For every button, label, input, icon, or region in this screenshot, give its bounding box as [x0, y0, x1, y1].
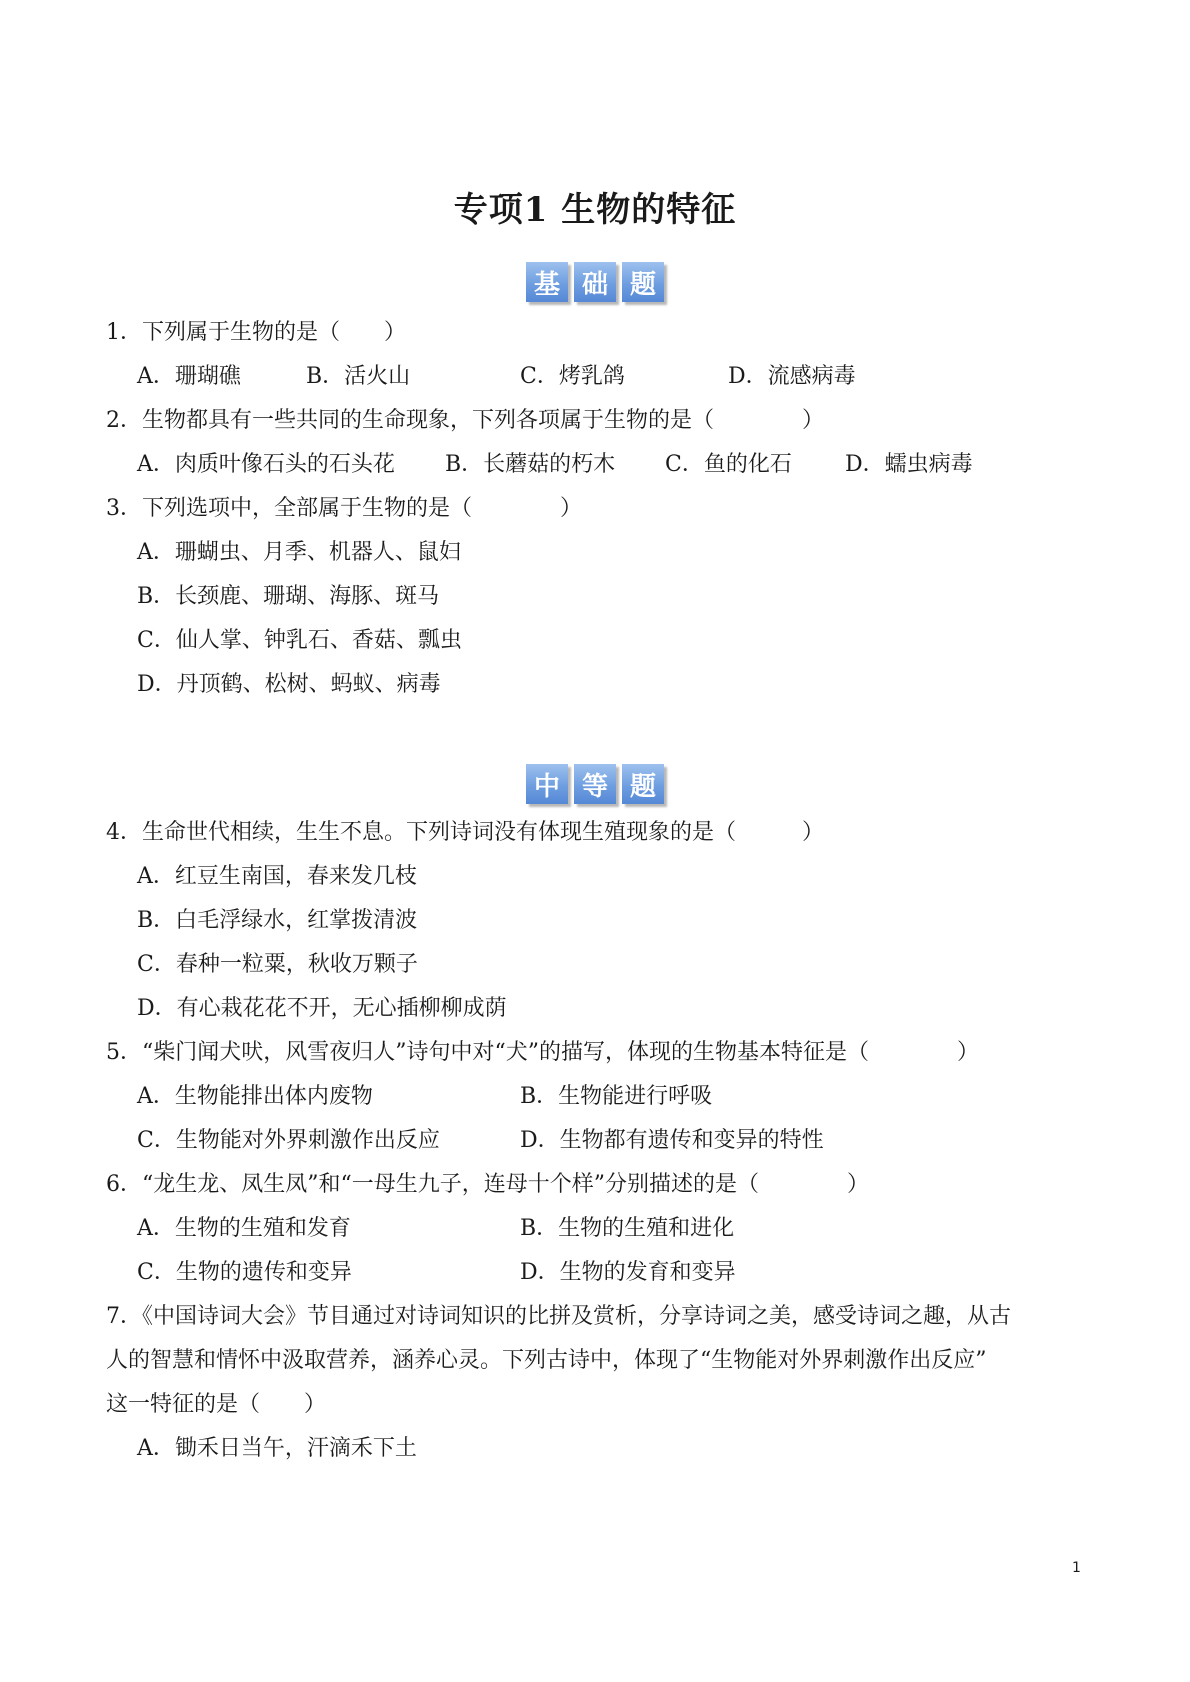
section-header-char: 等	[574, 764, 616, 804]
question-2-option-d: D．蠕虫病毒	[845, 452, 973, 477]
section-header-char: 中	[526, 764, 568, 804]
question-5-option-c: C．生物能对外界刺激作出反应	[137, 1128, 440, 1153]
question-5-stem: 5．“柴门闻犬吠，风雪夜归人”诗句中对“犬”的描写，体现的生物基本特征是（ ）	[106, 1040, 979, 1065]
question-4-option-a: A．红豆生南国，春来发几枝	[137, 864, 417, 889]
question-7-stem-line-2: 人的智慧和情怀中汲取营养，涵养心灵。下列古诗中，体现了“生物能对外界刺激作出反应”	[106, 1348, 987, 1373]
question-3-option-c: C．仙人掌、钟乳石、香菇、瓢虫	[137, 628, 462, 653]
question-3-option-a: A．珊蝴虫、月季、机器人、鼠妇	[137, 540, 461, 565]
question-1-stem: 1．下列属于生物的是（ ）	[106, 320, 406, 345]
question-4-option-b: B．白毛浮绿水，红掌拨清波	[137, 908, 418, 933]
question-2-option-b: B．长蘑菇的朽木	[445, 452, 616, 477]
question-2-option-a: A．肉质叶像石头的石头花	[137, 452, 395, 477]
question-4-stem: 4．生命世代相续，生生不息。下列诗词没有体现生殖现象的是（ ）	[106, 820, 824, 845]
question-4-option-d: D．有心栽花花不开，无心插柳柳成荫	[137, 996, 507, 1021]
question-2-option-c: C．鱼的化石	[665, 452, 792, 477]
section-header-char: 基	[526, 262, 568, 302]
question-6-option-b: B．生物的生殖和进化	[520, 1216, 735, 1241]
question-1-option-a: A．珊瑚礁	[137, 364, 241, 389]
section-header-char: 题	[622, 764, 664, 804]
question-7-option-a: A．锄禾日当午，汗滴禾下土	[137, 1436, 417, 1461]
page-title: 专项1 生物的特征	[453, 190, 737, 230]
section-header-basic	[0, 262, 1190, 302]
question-1-option-d: D．流感病毒	[728, 364, 856, 389]
question-5-option-d: D．生物都有遗传和变异的特性	[520, 1128, 824, 1153]
question-6-option-c: C．生物的遗传和变异	[137, 1260, 352, 1285]
question-3-option-d: D．丹顶鹤、松树、蚂蚁、病毒	[137, 672, 441, 697]
question-7-stem-line-1: 7．《中国诗词大会》节目通过对诗词知识的比拼及赏析，分享诗词之美，感受诗词之趣，从古	[106, 1304, 1012, 1329]
section-header-intermediate	[0, 764, 1190, 804]
question-6-stem: 6．“龙生龙、凤生凤”和“一母生九子，连母十个样”分别描述的是（ ）	[106, 1172, 869, 1197]
question-1-option-c: C．烤乳鸽	[520, 364, 625, 389]
question-5-option-a: A．生物能排出体内废物	[137, 1084, 373, 1109]
section-header-char: 础	[574, 262, 616, 302]
section-header-char: 题	[622, 262, 664, 302]
question-1-option-b: B．活火山	[306, 364, 411, 389]
question-6-option-d: D．生物的发育和变异	[520, 1260, 736, 1285]
question-5-option-b: B．生物能进行呼吸	[520, 1084, 713, 1109]
question-3-option-b: B．长颈鹿、珊瑚、海豚、斑马	[137, 584, 440, 609]
question-7-stem-line-3: 这一特征的是（ ）	[106, 1392, 327, 1417]
question-6-option-a: A．生物的生殖和发育	[137, 1216, 351, 1241]
question-4-option-c: C．春种一粒粟，秋收万颗子	[137, 952, 418, 977]
question-2-stem: 2．生物都具有一些共同的生命现象，下列各项属于生物的是（ ）	[106, 408, 824, 433]
page-number: 1	[1072, 1560, 1081, 1576]
question-3-stem: 3．下列选项中，全部属于生物的是（ ）	[106, 496, 582, 521]
